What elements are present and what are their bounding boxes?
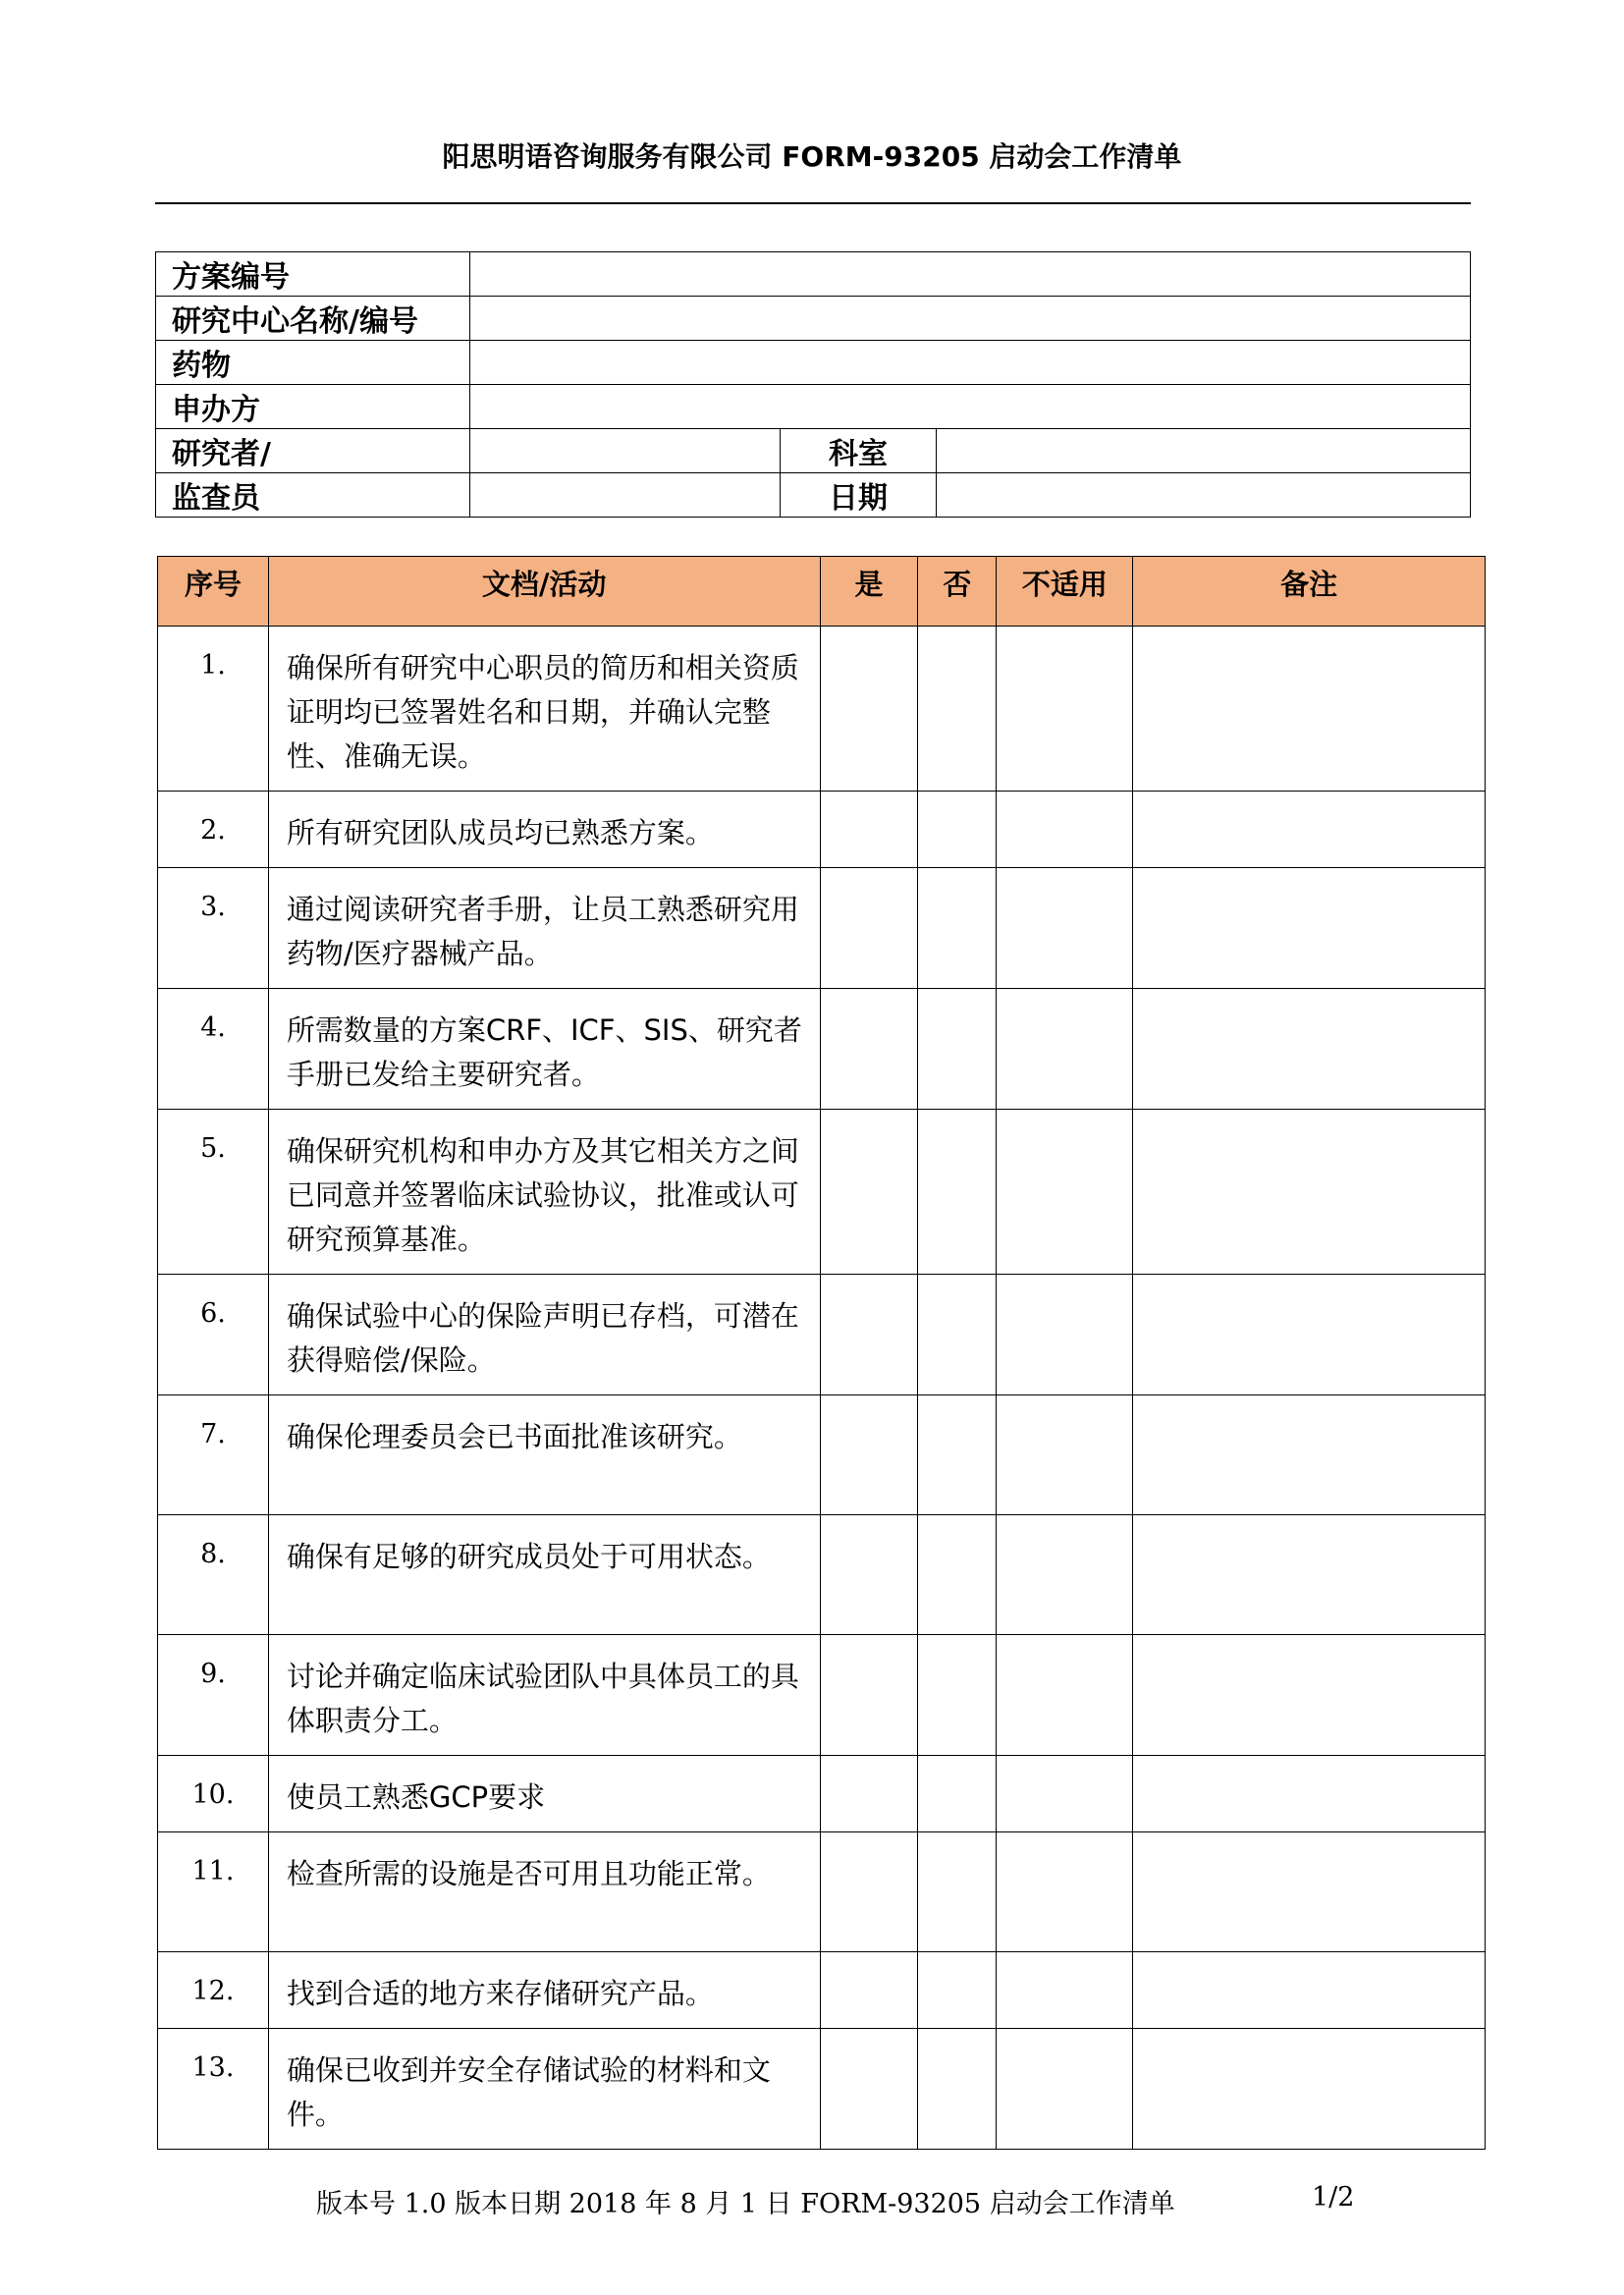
remarks-field[interactable] [1133,792,1486,868]
row-number: 8. [158,1515,269,1635]
yes-checkbox[interactable] [820,2029,918,2150]
no-checkbox[interactable] [918,1635,997,1756]
info-row-drug [156,341,1471,385]
no-checkbox[interactable] [918,1515,997,1635]
info-row-protocol [156,252,1471,297]
checklist-row [158,1756,1486,1832]
row-number: 9. [158,1635,269,1756]
no-checkbox[interactable] [918,1275,997,1395]
checklist-row [158,989,1486,1110]
no-checkbox[interactable] [918,989,997,1110]
row-number: 3. [158,868,269,989]
checklist-row [158,1110,1486,1275]
checklist-row [158,868,1486,989]
na-checkbox[interactable] [997,1275,1133,1395]
protocol-no-label: 方案编号 [156,252,470,297]
header-activity: 文档/活动 [268,557,820,627]
checklist-table [157,556,1486,2150]
no-checkbox[interactable] [918,1756,997,1832]
remarks-field[interactable] [1133,989,1486,1110]
remarks-field[interactable] [1133,2029,1486,2150]
no-checkbox[interactable] [918,868,997,989]
investigator-field[interactable] [469,429,780,473]
row-number: 7. [158,1395,269,1515]
footer-page-number: 1/2 [1312,2182,1355,2213]
monitor-label: 监查员 [156,473,470,518]
na-checkbox[interactable] [997,1952,1133,2029]
row-number: 11. [158,1832,269,1952]
no-checkbox[interactable] [918,2029,997,2150]
row-number: 5. [158,1110,269,1275]
yes-checkbox[interactable] [820,989,918,1110]
yes-checkbox[interactable] [820,1515,918,1635]
no-checkbox[interactable] [918,1110,997,1275]
checklist-row [158,1635,1486,1756]
yes-checkbox[interactable] [820,1952,918,2029]
activity-text: 所有研究团队成员均已熟悉方案。 [268,792,820,868]
activity-text: 检查所需的设施是否可用且功能正常。 [268,1832,820,1952]
checklist-row [158,2029,1486,2150]
remarks-field[interactable] [1133,1395,1486,1515]
na-checkbox[interactable] [997,868,1133,989]
remarks-field[interactable] [1133,1635,1486,1756]
no-checkbox[interactable] [918,1952,997,2029]
checklist-row [158,1952,1486,2029]
row-number: 6. [158,1275,269,1395]
date-label: 日期 [780,473,937,518]
activity-text: 讨论并确定临床试验团队中具体员工的具体职责分工。 [268,1635,820,1756]
investigator-label: 研究者/ [156,429,470,473]
checklist-row [158,1275,1486,1395]
protocol-no-field[interactable] [469,252,1470,297]
header-na: 不适用 [997,557,1133,627]
row-number: 13. [158,2029,269,2150]
activity-text: 确保研究机构和申办方及其它相关方之间已同意并签署临床试验协议，批准或认可研究预算基准。 [268,1110,820,1275]
yes-checkbox[interactable] [820,1756,918,1832]
checklist-row [158,792,1486,868]
study-info-table [155,251,1471,518]
na-checkbox[interactable] [997,1832,1133,1952]
activity-text: 所需数量的方案CRF、ICF、SIS、研究者手册已发给主要研究者。 [268,989,820,1110]
drug-field[interactable] [469,341,1470,385]
row-number: 10. [158,1756,269,1832]
page-title: 阳思明语咨询服务有限公司 FORM-93205 启动会工作清单 [442,140,1182,173]
remarks-field[interactable] [1133,1832,1486,1952]
no-checkbox[interactable] [918,1395,997,1515]
na-checkbox[interactable] [997,1515,1133,1635]
row-number: 1. [158,627,269,792]
department-label: 科室 [780,429,937,473]
activity-text: 确保所有研究中心职员的简历和相关资质证明均已签署姓名和日期，并确认完整性、准确无误。 [268,627,820,792]
row-number: 2. [158,792,269,868]
na-checkbox[interactable] [997,627,1133,792]
sponsor-label: 申办方 [156,385,470,429]
site-name-label: 研究中心名称/编号 [156,297,470,341]
checklist-row [158,1395,1486,1515]
remarks-field[interactable] [1133,1515,1486,1635]
remarks-field[interactable] [1133,1952,1486,2029]
checklist-row [158,1515,1486,1635]
activity-text: 确保已收到并安全存储试验的材料和文件。 [268,2029,820,2150]
header-no: 序号 [158,557,269,627]
na-checkbox[interactable] [997,792,1133,868]
no-checkbox[interactable] [918,627,997,792]
sponsor-field[interactable] [469,385,1470,429]
checklist-row [158,627,1486,792]
yes-checkbox[interactable] [820,1635,918,1756]
yes-checkbox[interactable] [820,1832,918,1952]
info-row-investigator [156,429,1471,473]
na-checkbox[interactable] [997,1395,1133,1515]
monitor-field[interactable] [469,473,780,518]
remarks-field[interactable] [1133,1756,1486,1832]
activity-text: 确保试验中心的保险声明已存档，可潜在获得赔偿/保险。 [268,1275,820,1395]
remarks-field[interactable] [1133,627,1486,792]
yes-checkbox[interactable] [820,627,918,792]
remarks-field[interactable] [1133,1110,1486,1275]
yes-checkbox[interactable] [820,792,918,868]
yes-checkbox[interactable] [820,1110,918,1275]
info-row-monitor [156,473,1471,518]
activity-text: 确保伦理委员会已书面批准该研究。 [268,1395,820,1515]
checklist-header-row [158,557,1486,627]
header-yes: 是 [820,557,918,627]
remarks-field[interactable] [1133,868,1486,989]
header-divider [155,202,1471,204]
na-checkbox[interactable] [997,1635,1133,1756]
yes-checkbox[interactable] [820,868,918,989]
info-row-sponsor [156,385,1471,429]
no-checkbox[interactable] [918,1832,997,1952]
yes-checkbox[interactable] [820,1275,918,1395]
date-field[interactable] [937,473,1471,518]
department-field[interactable] [937,429,1471,473]
activity-text: 使员工熟悉GCP要求 [268,1756,820,1832]
activity-text: 找到合适的地方来存储研究产品。 [268,1952,820,2029]
activity-text: 确保有足够的研究成员处于可用状态。 [268,1515,820,1635]
row-number: 12. [158,1952,269,2029]
activity-text: 通过阅读研究者手册，让员工熟悉研究用药物/医疗器械产品。 [268,868,820,989]
drug-label: 药物 [156,341,470,385]
checklist-row [158,1832,1486,1952]
na-checkbox[interactable] [997,989,1133,1110]
na-checkbox[interactable] [997,1110,1133,1275]
na-checkbox[interactable] [997,2029,1133,2150]
no-checkbox[interactable] [918,792,997,868]
remarks-field[interactable] [1133,1275,1486,1395]
info-row-site [156,297,1471,341]
header-remarks: 备注 [1133,557,1486,627]
na-checkbox[interactable] [997,1756,1133,1832]
site-name-field[interactable] [469,297,1470,341]
header-no-option: 否 [918,557,997,627]
row-number: 4. [158,989,269,1110]
yes-checkbox[interactable] [820,1395,918,1515]
footer-version-text: 版本号 1.0 版本日期 2018 年 8 月 1 日 FORM-93205 启动会工作清单 [316,2189,1175,2219]
